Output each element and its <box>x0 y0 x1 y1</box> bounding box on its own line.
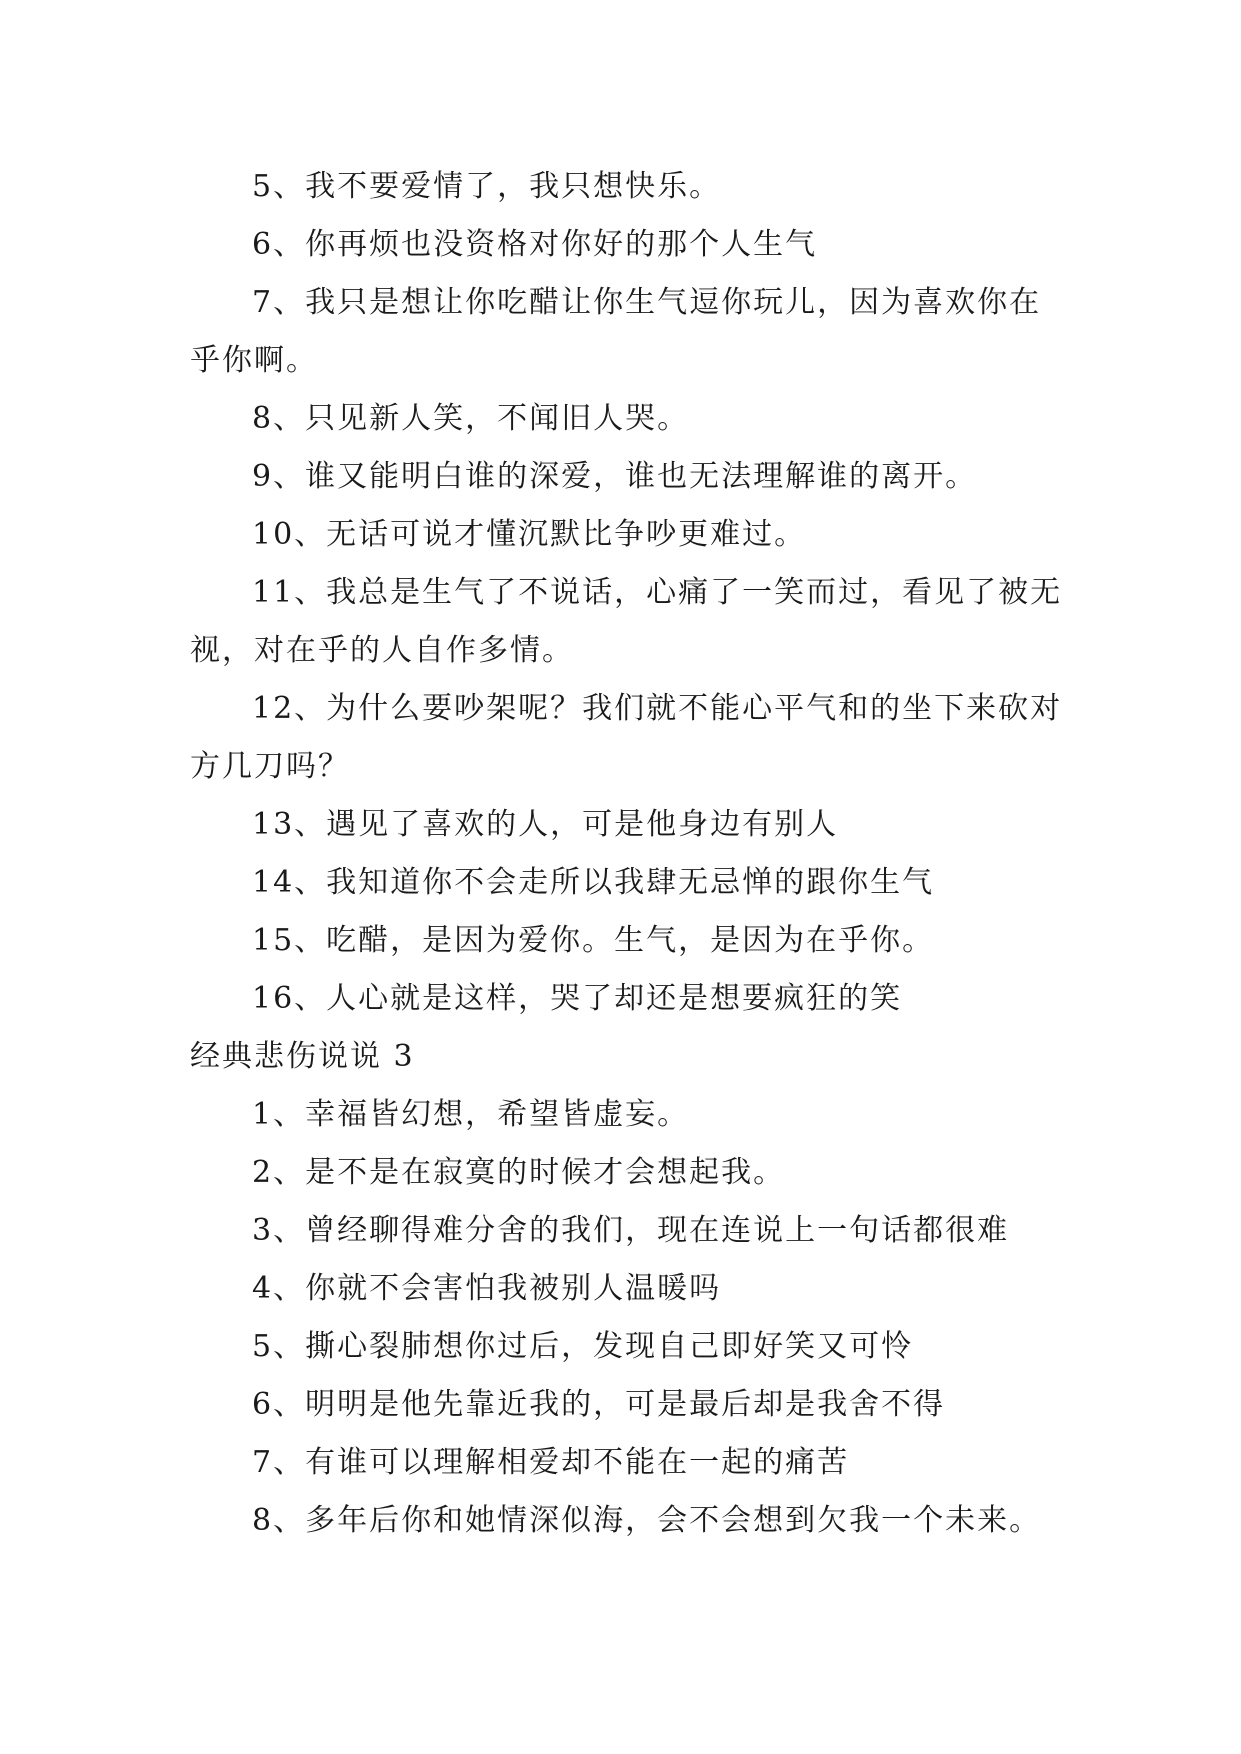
list-item: 5、撕心裂肺想你过后，发现自己即好笑又可怜 <box>252 1329 914 1364</box>
list-item: 6、明明是他先靠近我的，可是最后却是我舍不得 <box>252 1387 946 1422</box>
list-item: 12、为什么要吵架呢？我们就不能心平气和的坐下来砍对方几刀吗？ <box>190 691 1063 784</box>
list-item: 8、多年后你和她情深似海，会不会想到欠我一个未来。 <box>252 1503 1042 1538</box>
list-item: 3、曾经聊得难分舍的我们，现在连说上一句话都很难 <box>252 1213 1010 1248</box>
section-heading: 经典悲伤说说 3 <box>190 1039 415 1074</box>
list-item: 4、你就不会害怕我被别人温暖吗 <box>252 1271 722 1306</box>
list-item: 13、遇见了喜欢的人，可是他身边有别人 <box>252 807 839 842</box>
document-body <box>190 158 1070 1550</box>
list-item: 16、人心就是这样，哭了却还是想要疯狂的笑 <box>252 981 903 1016</box>
list-item: 7、有谁可以理解相爱却不能在一起的痛苦 <box>252 1445 850 1480</box>
list-item: 14、我知道你不会走所以我肆无忌惮的跟你生气 <box>252 865 935 900</box>
list-item: 5、我不要爱情了，我只想快乐。 <box>252 169 722 204</box>
list-item: 10、无话可说才懂沉默比争吵更难过。 <box>252 517 807 552</box>
list-item: 6、你再烦也没资格对你好的那个人生气 <box>252 227 818 262</box>
list-item: 9、谁又能明白谁的深爱，谁也无法理解谁的离开。 <box>252 459 978 494</box>
list-item: 15、吃醋，是因为爱你。生气，是因为在乎你。 <box>252 923 935 958</box>
list-item: 1、幸福皆幻想，希望皆虚妄。 <box>252 1097 690 1132</box>
list-item: 11、我总是生气了不说话，心痛了一笑而过，看见了被无视，对在乎的人自作多情。 <box>190 575 1063 668</box>
list-item: 2、是不是在寂寞的时候才会想起我。 <box>252 1155 786 1190</box>
list-item: 7、我只是想让你吃醋让你生气逗你玩儿，因为喜欢你在乎你啊。 <box>190 285 1042 378</box>
list-item: 8、只见新人笑，不闻旧人哭。 <box>252 401 690 436</box>
